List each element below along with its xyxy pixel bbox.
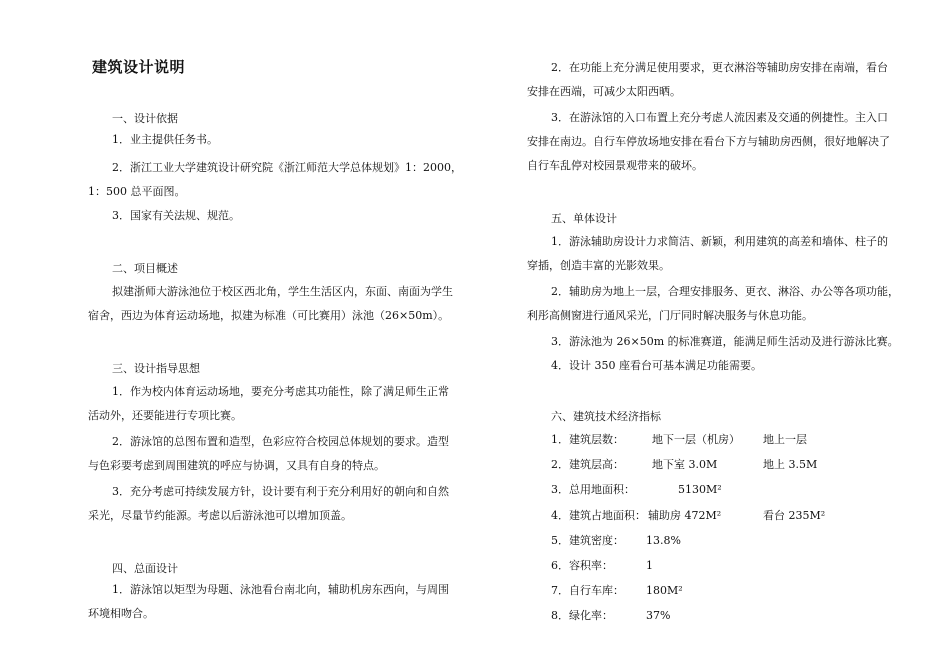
section-heading-building-design: 五、单体设计 (551, 212, 617, 225)
paragraph: 3．在游泳馆的入口布置上充分考虑人流因素及交通的例捷性。主入口 (551, 111, 888, 124)
paragraph: 2．辅助房为地上一层，合理安排服务、更衣、淋浴、办公等各项功能， (551, 285, 899, 298)
indicator-value: 13.8% (646, 534, 681, 547)
paragraph: 2．浙江工业大学建筑设计研究院《浙江师范大学总体规划》1：2000， (112, 161, 462, 174)
paragraph: 宿舍，西边为体育运动场地，拟建为标准（可比赛用）泳池（26×50m）。 (88, 309, 450, 322)
paragraph: 4．设计 350 座看台可基本满足功能需要。 (551, 359, 762, 372)
section-heading-design-basis: 一、设计依据 (112, 112, 178, 125)
section-heading-technical-indicators: 六、建筑技术经济指标 (551, 410, 661, 423)
paragraph: 与色彩要考虑到周围建筑的呼应与协调，又具有自身的特点。 (88, 459, 385, 472)
indicator-value: 1 (646, 559, 653, 572)
indicator-label: 3．总用地面积： (551, 483, 635, 496)
document-title: 建筑设计说明 (92, 58, 186, 76)
paragraph: 1．业主提供任务书。 (112, 133, 218, 146)
indicator-value: 5130M² (678, 483, 722, 496)
paragraph: 1．作为校内体育运动场地，要充分考虑其功能性，除了满足师生正常 (112, 385, 449, 398)
section-heading-site-design: 四、总面设计 (112, 562, 178, 575)
indicator-value: 地下室 3.0M (652, 458, 718, 471)
indicator-value: 辅助房 472M² (648, 509, 722, 522)
indicator-label: 1．建筑层数： (551, 433, 624, 446)
paragraph: 3．游泳池为 26×50m 的标准赛道，能满足师生活动及进行游泳比赛。 (551, 335, 899, 348)
indicator-value-secondary: 看台 235M² (763, 509, 826, 522)
paragraph: 3．国家有关法规、规范。 (112, 209, 240, 222)
paragraph: 采光，尽量节约能源。考虑以后游泳池可以增加顶盖。 (88, 509, 352, 522)
paragraph: 安排在西端，可减少太阳西晒。 (527, 85, 681, 98)
paragraph: 1．游泳馆以矩型为母题、泳池看台南北向，辅助机房东西向，与周围 (112, 583, 449, 596)
paragraph: 环境相吻合。 (88, 607, 154, 620)
indicator-value: 地下一层（机房） (652, 433, 740, 446)
indicator-label: 6．容积率： (551, 559, 613, 572)
indicator-label: 8．绿化率： (551, 609, 613, 622)
indicator-value: 37% (646, 609, 671, 622)
paragraph: 3．充分考虑可持续发展方针，设计要有利于充分利用好的朝向和自然 (112, 485, 449, 498)
indicator-label: 5．建筑密度： (551, 534, 624, 547)
indicator-value-secondary: 地上 3.5M (763, 458, 818, 471)
paragraph: 2．游泳馆的总图布置和造型，色彩应符合校园总体规划的要求。造型 (112, 435, 449, 448)
indicator-label: 4．建筑占地面积： (551, 509, 646, 522)
section-heading-design-guidelines: 三、设计指导思想 (112, 362, 200, 375)
paragraph: 拟建浙师大游泳池位于校区西北角，学生生活区内，东面、南面为学生 (112, 285, 453, 298)
section-heading-project-overview: 二、项目概述 (112, 262, 178, 275)
paragraph: 利彤高侧窗进行通风采光，门厅同时解决服务与休息功能。 (527, 309, 813, 322)
paragraph: 安排在南边。自行车停放场地安排在看台下方与辅助房西侧，很好地解决了 (527, 135, 890, 148)
indicator-label: 2．建筑层高： (551, 458, 624, 471)
paragraph: 活动外，还要能进行专项比赛。 (88, 409, 242, 422)
paragraph: 1：500 总平面图。 (88, 185, 186, 198)
indicator-value-secondary: 地上一层 (763, 433, 807, 446)
indicator-value: 180M² (646, 584, 683, 597)
paragraph: 穿插，创造丰富的光影效果。 (527, 259, 670, 272)
paragraph: 1．游泳辅助房设计力求简洁、新颖，利用建筑的高差和墙体、柱子的 (551, 235, 888, 248)
paragraph: 2．在功能上充分满足使用要求，更衣淋浴等辅助房安排在南端，看台 (551, 61, 888, 74)
paragraph: 自行车乱停对校园景观带来的破坏。 (527, 159, 703, 172)
indicator-label: 7．自行车库： (551, 584, 624, 597)
